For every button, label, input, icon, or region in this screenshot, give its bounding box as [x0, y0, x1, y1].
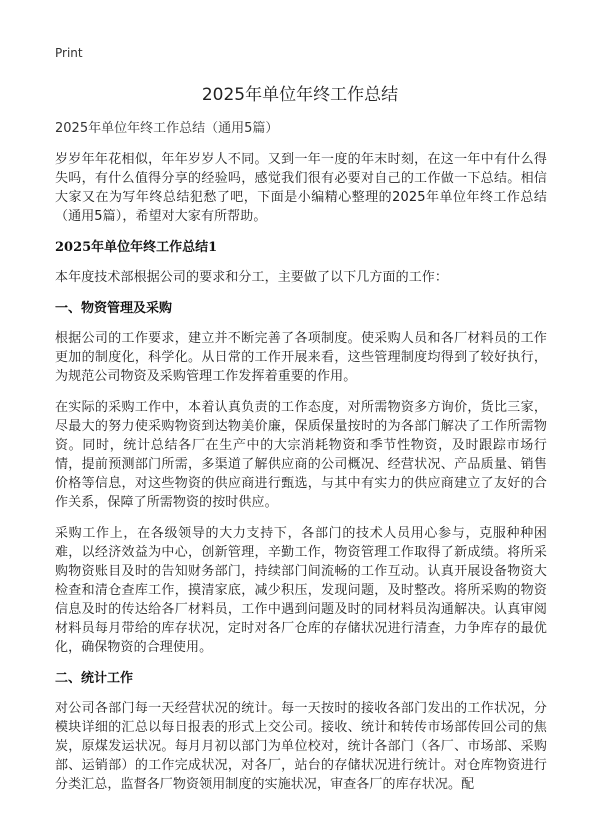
- procurement-paragraph-2: 在实际的采购工作中，本着认真负责的工作态度，对所需物资多方询价，货比三家，尽最大的努力使采购物资到达物美价廉，保质保量按时的为各部门解决了工作所需物资。同时，统计总结各厂在生产中的大宗消耗物资和季节性物资，及时跟踪市场行情，提前预测部门所需，多渠道了解供应商的公司概况、经营状况、产品质量、销售价格等信息，对这些物资的供应商进行甄选，与其中有实力的供应商建立了友好的合作关系，保障了所需物资的按时供应。: [55, 400, 547, 510]
- part-heading: 2025年单位年终工作总结1: [55, 240, 218, 255]
- procurement-paragraph-3: 采购工作上，在各级领导的大力支持下，各部门的技术人员用心参与，克服种种困难，以经济效益为中心，创新管理，辛勤工作，物资管理工作取得了新成绩。将所采购物资账目及时的告知财务部门，持续部门间流畅的工作互动。认真开展设备物资大检查和清仓查库工作，摸清家底，减少积压，发现问题，及时整改。将所采购的物资信息及时的传达给各厂材料员，工作中遇到问题及时的同材料员沟通解决。认真审阅材料员每月带给的库存状况，定时对各厂仓库的存储状况进行清查，力争库存的最优化，确保物资的合理使用。: [55, 526, 547, 655]
- intro-paragraph: 岁岁年年花相似，年年岁岁人不同。又到一年一度的年末时刻，在这一年中有什么得失吗，有什么值得分享的经验吗，感觉我们很有必要对自己的工作做一下总结。相信大家又在为写年终总结犯愁了吧，下面是小编精心整理的2025年单位年终工作总结（通用5篇），希望对大家有所帮助。: [55, 152, 547, 224]
- statistics-paragraph-1: 对公司各部门每一天经营状况的统计。每一天按时的接收各部门发出的工作状况，分模块详细的汇总以每日报表的形式上交公司。接收、统计和转传市场部传回公司的焦炭，原煤发运状况。每月月初以部门为单位校对，统计各部门（各厂、市场部、采购部、运销部）的工作完成状况，对各厂，站台的存储状况进行统计。对仓库物资进行分类汇总，监督各厂物资领用制度的实施状况，审查各厂的库存状况。配: [55, 701, 547, 792]
- section-heading-statistics: 二、统计工作: [55, 671, 134, 686]
- section-heading-procurement: 一、物资管理及采购: [55, 301, 173, 316]
- document-subtitle: 2025年单位年终工作总结（通用5篇）: [55, 121, 279, 136]
- document-body: [55, 120, 547, 806]
- procurement-paragraph-1: 根据公司的工作要求，建立并不断完善了各项制度。使采购人员和各厂材料员的工作更加的制度化，科学化。从日常的工作开展来看，这些管理制度均得到了较好执行，为规范公司物资及采购管理工作发挥着重要的作用。: [55, 331, 547, 384]
- print-link[interactable]: Print: [55, 46, 83, 60]
- page-title: 2025年单位年终工作总结: [201, 85, 399, 105]
- part-intro-paragraph: 本年度技术部根据公司的要求和分工，主要做了以下几方面的工作：: [55, 270, 449, 285]
